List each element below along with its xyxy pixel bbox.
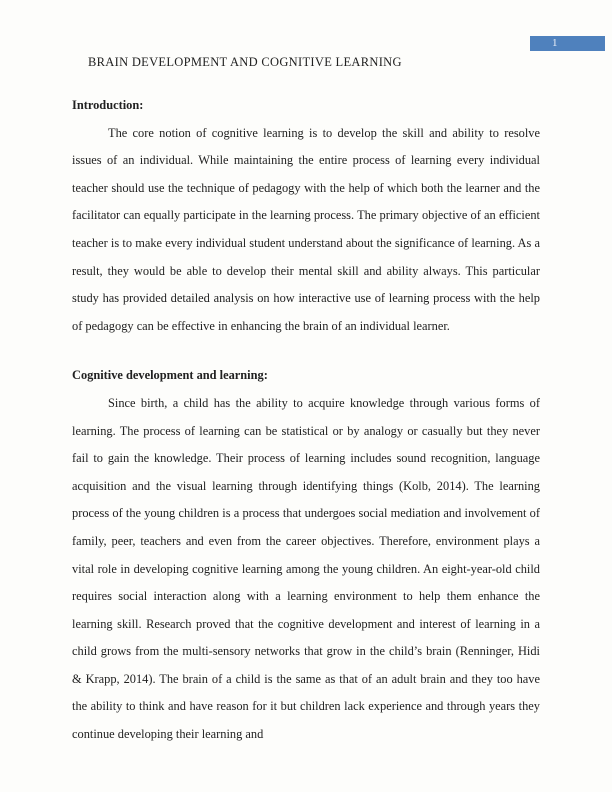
document-body — [72, 92, 540, 749]
page-number-field — [530, 36, 605, 51]
section-heading-cognitive-development: Cognitive development and learning: — [72, 368, 268, 383]
introduction-paragraph: The core notion of cognitive learning is to develop the skill and ability to resolve issues of an individual. While maintaining the entire process of learning every individual teacher should use the technique of pedagogy with the help of which both the learner and the facilitator can equally participate in the learning process. The primary objective of an efficient teacher is to make every individual student understand about the significance of learning. As a result, they would be able to develop their mental skill and ability always. This particular study has provided detailed analysis on how interactive use of learning process with the help of pedagogy can be effective in enhancing the brain of an individual learner. — [72, 125, 540, 333]
page-number: 1 — [552, 37, 558, 49]
section-heading-introduction: Introduction: — [72, 98, 144, 112]
cognitive-development-paragraph: Since birth, a child has the ability to acquire knowledge through various forms of learning. The process of learning can be statistical or by analogy or casually but they never fail to gain the knowledge. Their process of learning includes sound recognition, language acquisition and the visual learning through identifying things (Kolb, 2014). The learning process of the young children is a process that undergoes social mediation and involvement of family, peer, teachers and even from the career objectives. Therefore, environment plays a vital role in developing cognitive learning among the young children. An eight-year-old child requires social interaction along with a learning environment to help them enhance the learning skill. Research proved that the cognitive development and interest of learning in a child grows from the multi-sensory networks that grow in the child’s brain (Renninger, Hidi & Krapp, 2014). The brain of a child is the same as that of an adult brain and they too have the ability to think and have reason for it but children lack experience and through years they continue developing their learning and — [72, 395, 540, 742]
running-head: BRAIN DEVELOPMENT AND COGNITIVE LEARNING — [88, 55, 402, 69]
